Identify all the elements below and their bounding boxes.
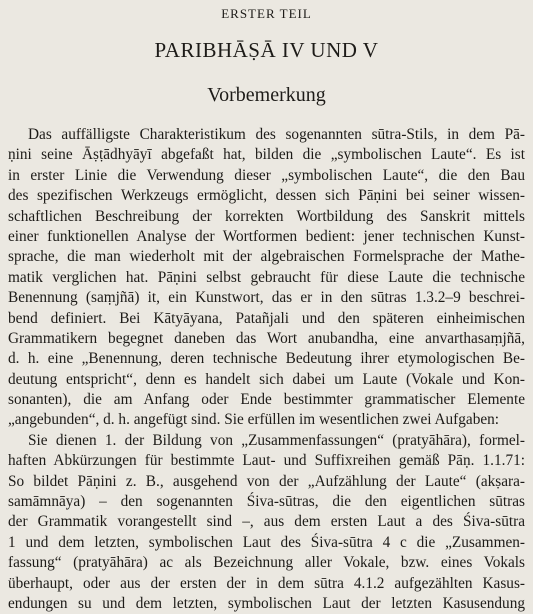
text-line: 1 und dem letzten, symbolischen Laut des Śiva-sūtra 4 c die „Zusammen-	[8, 533, 525, 551]
section-subtitle: Vorbemerkung	[207, 84, 326, 106]
text-line: überhaupt, oder aus der ersten der in dem sūtra 4.1.2 aufgezählten Kasus-	[8, 574, 525, 592]
text-line: der Grammatik vorangestellt sind –, aus dem ersten Laut a des Śiva-sūtra	[8, 513, 525, 531]
text-line: sprache, die man wiederholt mit der algebraischen Formelsprache der Mathe-	[8, 248, 525, 266]
text-line: ṇini seine Āṣṭādhyāyī abgefaßt hat, bilden die „symbolischen Laute“. Es ist	[8, 146, 525, 164]
body-text	[8, 125, 525, 614]
text-line: samāmnāya) – den sogenannten Śiva-sūtras, die den eigentlichen sūtras	[8, 493, 525, 511]
part-heading: ERSTER TEIL	[221, 6, 312, 21]
text-line: sonanten), die am Anfang oder Ende bestimmter grammatischer Elemente	[8, 391, 525, 409]
text-line: Sie dienen 1. der Bildung von „Zusammenfassungen“ (pratyāhāra), formel-	[28, 431, 525, 449]
text-line: einer funktionellen Analyse der Wortformen bedient: jener technischen Kunst-	[8, 227, 525, 245]
text-line: Das auffälligste Charakteristikum des sogenannten sūtra-Stils, in dem Pā-	[28, 126, 525, 143]
text-line: deutung entspricht“, denn es handelt sich dabei um Laute (Vokale und Kon-	[8, 370, 525, 388]
text-line: fassung“ (pratyāhāra) ac als Bezeichnung aller Vokale, bzw. eines Vokals	[8, 554, 525, 572]
text-line: d. h. eine „Benennung, deren technische Bedeutung ihrer etymologischen Be-	[8, 350, 525, 368]
text-line: Benennung (saṃjñā) it, ein Kunstwort, das er in den sūtras 1.3.2–9 beschrei-	[8, 289, 525, 307]
chapter-title: PARIBHĀṢĀ IV UND V	[154, 38, 379, 62]
text-line: des spezifischen Werkzeugs ermöglicht, dessen sich Pāṇini bei seiner wissen-	[8, 187, 525, 205]
text-line: haften Abkürzungen für bestimmte Laut- und Suffixreihen gemäß Pāṇ. 1.1.71:	[8, 452, 525, 470]
text-line: bend definiert. Bei Kātyāyana, Patañjali und den späteren einheimischen	[8, 309, 525, 327]
text-line: in erster Linie die Verwendung dieser „symbolischen Laute“, die den Bau	[8, 166, 525, 184]
text-line: matik verglichen hat. Pāṇini selbst gebraucht für diese Laute die technische	[8, 268, 525, 286]
text-line: schaftlichen Beschreibung der korrekten Wortbildung des Sanskrit mittels	[8, 207, 525, 225]
text-line: Grammatikern begegnet daneben das Wort anubandha, eine anvarthasaṃjñā,	[8, 329, 525, 347]
text-line: endungen su und dem letzten, symbolischen Laut der letzten Kasusendung	[8, 594, 525, 612]
text-line: „angebunden“, d. h. angefügt sind. Sie erfüllen im wesentlichen zwei Aufgaben:	[8, 411, 500, 429]
text-line: So bildet Pāṇini z. B., ausgehend von der „Aufzählung der Laute“ (akṣara-	[8, 472, 525, 490]
